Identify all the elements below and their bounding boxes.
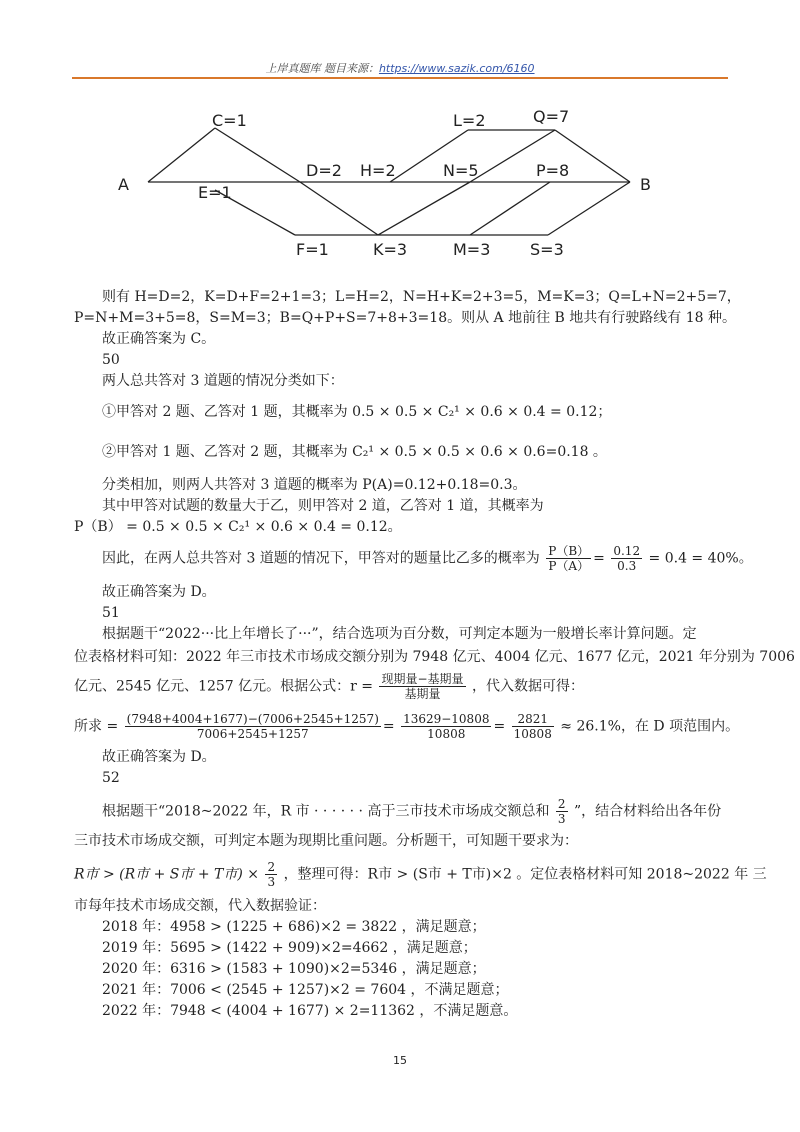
- fraction-denominator: 3: [557, 812, 566, 826]
- q51-line-2: 位表格材料可知：2022 年三市技术市场成交额分别为 7948 亿元、4004 亿元、1677 亿元，2021 年分别为 7006: [74, 649, 795, 665]
- fraction-numerator: P（B）: [548, 544, 590, 558]
- header-url-link[interactable]: https://www.sazik.com/6160: [378, 62, 535, 75]
- year-check-2020: 2020 年：6316 > (1583 + 1090)×2=5346 ，满足题意；: [102, 961, 486, 977]
- fraction-denominator: P（A）: [548, 559, 590, 573]
- question-number-51: 51: [102, 605, 120, 621]
- solution-line-1: 则有 H=D=2，K=D+F=2+1=3；L=H=2，N=H+K=2+3=5，M=K=3；Q=L+N=2+5=7，: [102, 289, 741, 305]
- solution-line-2: P=N+M=3+5=8，S=M=3；B=Q+P+S=7+8+3=18。则从 A 地前往 B 地共有行驶路线有 18 种。: [74, 310, 737, 326]
- node-e: E=1: [198, 183, 232, 202]
- edge-m-p: [470, 182, 550, 235]
- fraction-pb-pa: [546, 544, 591, 573]
- q52-line-1: [102, 797, 721, 826]
- year-check-2019: 2019 年：5695 > (1422 + 909)×2=4662 ，满足题意；: [102, 940, 477, 956]
- year-check-2021: 2021 年：7006 < (2545 + 1257)×2 = 7604 ，不满足题意；: [102, 982, 509, 998]
- fraction-denominator: 10808: [513, 727, 552, 741]
- node-s: S=3: [530, 240, 564, 259]
- fraction-denominator: 7006+2545+1257: [196, 727, 309, 741]
- fraction-numerator: 现期量−基期量: [381, 672, 464, 686]
- fraction-calc-2: [401, 712, 491, 741]
- answer-51: 故正确答案为 D。: [102, 749, 216, 765]
- route-diagram: [110, 100, 670, 270]
- edge-s-b: [548, 182, 630, 235]
- node-d: D=2: [306, 161, 342, 180]
- fraction-denominator: 基期量: [404, 687, 441, 701]
- node-c: C=1: [212, 111, 247, 130]
- node-a: A: [118, 175, 129, 194]
- q50-result-value: = 0.4 = 40%。: [648, 550, 753, 567]
- fraction-growth-rate: [379, 672, 465, 701]
- fraction-two-thirds: [556, 797, 568, 826]
- q52-line-1-tail: ”，结合材料给出各年份: [574, 803, 722, 820]
- edge-a-c: [148, 128, 215, 182]
- q52-condition: [74, 860, 767, 889]
- q51-formula-line: [74, 672, 584, 701]
- edge-d-k: [300, 182, 378, 235]
- node-h: H=2: [360, 161, 396, 180]
- q50-case-2: ②甲答对 1 题、乙答对 2 题，其概率为 C₂¹ × 0.5 × 0.5 × 0.6 × 0.6=0.18 。: [102, 444, 607, 460]
- question-number-50: 50: [102, 352, 120, 368]
- q50-pb: P（B） = 0.5 × 0.5 × C₂¹ × 0.6 × 0.4 = 0.12。: [74, 519, 402, 535]
- node-n: N=5: [443, 161, 479, 180]
- q52-line-1-text: 根据题干“2018~2022 年，R 市 · · · · · · 高于三市技术市场成交额总和: [102, 803, 550, 820]
- answer-49: 故正确答案为 C。: [102, 331, 216, 347]
- q50-condition: 其中甲答对试题的数量大于乙，则甲答对 2 道，乙答对 1 道，其概率为: [102, 498, 544, 514]
- q51-calculation: 所求 = $\frac{(7948+4004+1677)-(7006+2545+1257)}{7006+2545+1257}$ = $\frac{13629-10808}{10808}$ = $\frac{2821}{10808}$ ≈ 26.1%，在 D 项范围内。: [74, 712, 740, 741]
- q50-case-1: ①甲答对 2 题、乙答对 1 题，其概率为 0.5 × 0.5 × C₂¹ × 0.6 × 0.4 = 0.12；: [102, 404, 612, 420]
- q50-result: 因此，在两人总共答对 3 道题的情况下，甲答对的题量比乙多的概率为 $\frac{P(B)}{P(A)}$ = $\frac{0.12}{0.3}$ = 0.4 = 40%。: [102, 544, 753, 573]
- q51-line-1: 根据题干“2022···比上年增长了···”，结合选项为百分数，可判定本题为一般增长率计算问题。定: [102, 626, 697, 642]
- fraction-denominator: 0.3: [617, 559, 637, 573]
- page-header: [0, 60, 800, 76]
- header-site: 上岸真题库: [265, 62, 321, 75]
- node-b: B: [640, 175, 651, 194]
- header-source-label: 题目来源：: [320, 62, 379, 75]
- fraction-two-thirds: [265, 860, 277, 889]
- node-q: Q=7: [533, 107, 570, 126]
- q50-intro: 两人总共答对 3 道题的情况分类如下：: [102, 373, 344, 389]
- q51-formula-text: 亿元、2545 亿元、1257 亿元。根据公式：r =: [74, 678, 374, 695]
- edge-c-d: [215, 128, 300, 182]
- fraction-calc-1: [125, 712, 381, 741]
- q51-formula-tail: ，代入数据可得：: [472, 678, 584, 695]
- q51-calc-result: ≈ 26.1%，在 D 项范围内。: [560, 718, 740, 735]
- node-p: P=8: [536, 161, 570, 180]
- year-check-2022: 2022 年：7948 < (4004 + 1677) × 2=11362 ，不满足题意。: [102, 1003, 518, 1019]
- fraction-numerator: 13629−10808: [403, 712, 490, 726]
- node-k: K=3: [373, 240, 408, 259]
- q50-sum: 分类相加，则两人共答对 3 道题的概率为 P(A)=0.12+0.18=0.3。: [102, 477, 527, 493]
- fraction-numerator: 2: [267, 860, 276, 874]
- q52-line-3: 市每年技术市场成交额，代入数据验证：: [74, 898, 326, 914]
- node-m: M=3: [453, 240, 491, 259]
- q52-condition-tail: ，整理可得：R市 > (S市 + T市)×2 。定位表格材料可知 2018~2022 年 三: [283, 866, 767, 883]
- fraction-012-03: [611, 544, 642, 573]
- fraction-numerator: 2821: [512, 712, 554, 727]
- header-rule: [72, 77, 728, 79]
- q51-calc-label: 所求 =: [74, 718, 119, 735]
- page-number: 15: [393, 1054, 407, 1067]
- edge-k-n: [378, 182, 470, 235]
- year-check-2018: 2018 年：4958 > (1225 + 686)×2 = 3822 ，满足题意；: [102, 919, 486, 935]
- fraction-denominator: 10808: [427, 727, 466, 741]
- q52-line-2: 三市技术市场成交额，可判定本题为现期比重问题。分析题干，可知题干要求为：: [74, 833, 578, 849]
- answer-50: 故正确答案为 D。: [102, 584, 216, 600]
- node-f: F=1: [296, 240, 329, 259]
- fraction-numerator: (7948+4004+1677)−(7006+2545+1257): [126, 712, 379, 726]
- question-number-52: 52: [102, 770, 120, 786]
- fraction-denominator: 3: [267, 875, 276, 889]
- fraction-numerator: 2: [557, 797, 566, 811]
- q52-condition-text: R市 > (R市 + S市 + T市) ×: [74, 866, 260, 883]
- fraction-numerator: 0.12: [613, 544, 641, 558]
- q50-result-text: 因此，在两人总共答对 3 道题的情况下，甲答对的题量比乙多的概率为: [102, 550, 540, 567]
- node-l: L=2: [453, 111, 486, 130]
- fraction-calc-3: [512, 712, 554, 741]
